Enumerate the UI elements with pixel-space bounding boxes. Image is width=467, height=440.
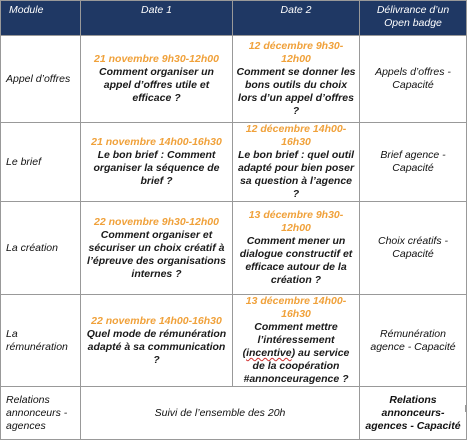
module-cell: Appel d’offres (1, 36, 81, 123)
badge-cell: Appels d’offres - Capacité (360, 36, 467, 123)
date-1-cell (81, 36, 233, 123)
table-header-row (1, 1, 467, 36)
topic-part-b: ) au service de la coopération #annonceuragence ? (243, 347, 350, 385)
session-datetime: 12 décembre 9h30-12h00 (248, 40, 344, 65)
module-cell: La rémunération (1, 295, 81, 387)
session-topic: Comment se donner les bons outils du choix lors d’un appel d’offres ? (236, 66, 356, 117)
table-row (1, 36, 467, 123)
header-module: Module (1, 1, 81, 36)
header-date-2: Date 2 (233, 1, 360, 36)
session-topic: Le bon brief : Comment organiser la séquence de brief ? (93, 149, 220, 187)
session-datetime: 21 novembre 9h30-12h00 (94, 53, 219, 65)
header-date-1: Date 1 (81, 1, 233, 36)
badge-cell: Rémunération agence - Capacité (360, 295, 467, 387)
module-cell: Relations annonceurs - agences (1, 387, 81, 440)
module-cell: La création (1, 202, 81, 295)
date-2-cell (233, 295, 360, 387)
module-cell: Le brief (1, 123, 81, 202)
session-topic (236, 321, 356, 386)
header-open-badge: Délivrance d’un Open badge (360, 1, 467, 36)
table-row (1, 123, 467, 202)
session-datetime: 12 décembre 14h00-16h30 (245, 123, 347, 148)
session-datetime: 13 décembre 14h00-16h30 (245, 295, 347, 320)
badge-cell: Choix créatifs - Capacité (360, 202, 467, 295)
session-datetime: 22 novembre 14h00-16h30 (91, 314, 222, 327)
date-1-cell (81, 123, 233, 202)
spellcheck-marked-word: incentive (246, 347, 292, 359)
session-datetime: 13 décembre 9h30-12h00 (248, 209, 344, 234)
session-datetime: 22 novembre 9h30-12h00 (94, 215, 219, 228)
session-topic: Comment organiser et sécuriser un choix créatif à l’épreuve des organisations internes ? (87, 228, 226, 280)
session-topic: Comment organiser un appel d’offres utile et efficace ? (99, 66, 214, 104)
session-topic: Quel mode de rémunération adapté à sa communication ? (86, 327, 227, 366)
merged-dates-cell: Suivi de l’ensemble des 20h (81, 387, 360, 440)
table-continuation (0, 405, 466, 412)
session-datetime: 21 novembre 14h00-16h30 (91, 136, 222, 148)
table-row (1, 202, 467, 295)
table-row (1, 387, 467, 440)
table-row (1, 295, 467, 387)
date-2-cell (233, 36, 360, 123)
date-2-cell (233, 202, 360, 295)
badge-cell: Relations annonceurs-agences - Capacité (360, 387, 467, 440)
topic-part-a: Comment mettre l’intéressement ( (242, 321, 338, 359)
badge-cell: Brief agence - Capacité (360, 123, 467, 202)
session-topic: Comment mener un dialogue constructif et efficace autour de la création ? (239, 235, 353, 286)
session-topic: Le bon brief : quel outil adapté pour bien poser sa question à l’agence ? (237, 149, 355, 200)
date-1-cell (81, 202, 233, 295)
date-1-cell (81, 295, 233, 387)
date-2-cell (233, 123, 360, 202)
